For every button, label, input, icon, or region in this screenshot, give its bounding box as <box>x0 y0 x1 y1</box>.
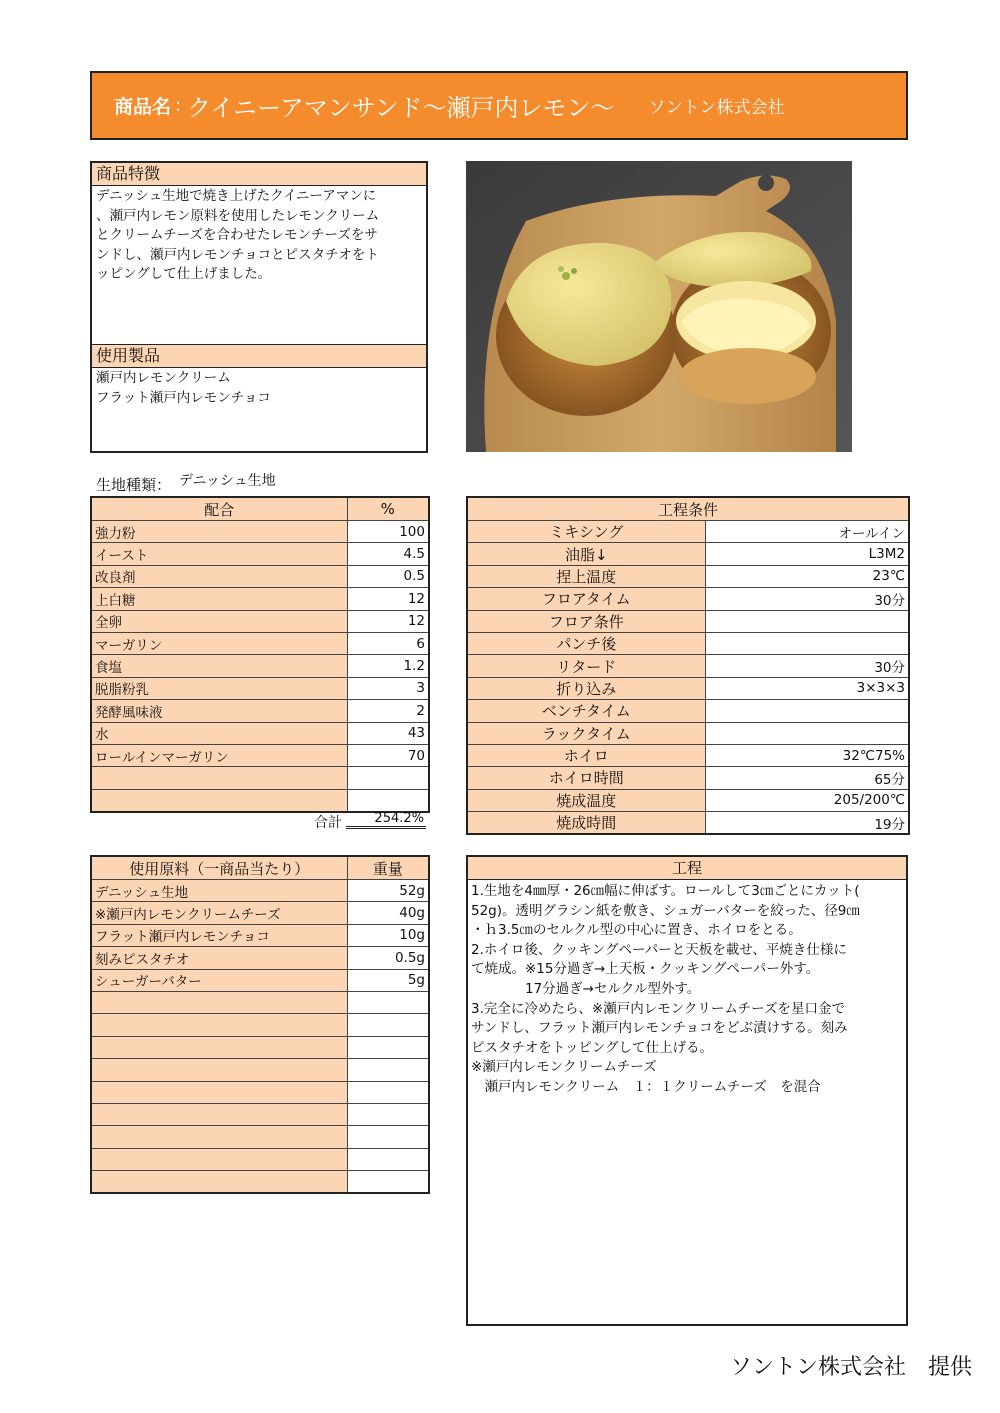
table-row <box>91 1148 429 1170</box>
material-weight: 0.5g <box>347 947 429 969</box>
ingredient-percent: 12 <box>347 610 429 632</box>
ingredient-name: 脱脂粉乳 <box>91 677 347 699</box>
material-name <box>91 1148 347 1170</box>
ingredient-name: 強力粉 <box>91 521 347 543</box>
process-conditions-table <box>466 496 910 835</box>
condition-value: 65分 <box>705 767 909 789</box>
steps-line: 2.ホイロ後、クッキングペーパーと天板を載せ、平焼き仕様に <box>471 941 847 958</box>
condition-value: 23℃ <box>705 565 909 587</box>
table-row <box>91 880 429 902</box>
formula-total <box>90 810 428 832</box>
material-name: デニッシュ生地 <box>91 880 347 902</box>
material-weight: 5g <box>347 969 429 991</box>
steps-box <box>466 855 908 1326</box>
ingredient-name: 発酵風味液 <box>91 700 347 722</box>
label-colon: : <box>175 95 182 116</box>
features-heading: 商品特徴 <box>92 163 426 186</box>
material-weight: 52g <box>347 880 429 902</box>
ingredient-name: 全卵 <box>91 610 347 632</box>
table-row <box>91 744 429 766</box>
materials-header-name: 使用原料（一商品当たり） <box>91 856 347 880</box>
ingredient-percent: 4.5 <box>347 543 429 565</box>
material-weight <box>347 1148 429 1170</box>
condition-value <box>705 632 909 654</box>
product-item: 瀬戸内レモンクリーム <box>96 370 231 386</box>
steps-line: ・ｈ3.5㎝のセルクル型の中心に置き、ホイロをとる。 <box>471 922 802 939</box>
condition-value: L3M2 <box>705 543 909 565</box>
table-row <box>91 1036 429 1058</box>
condition-name: フロアタイム <box>467 588 705 610</box>
table-row <box>91 722 429 744</box>
dough-type-label: 生地種類： <box>96 476 172 494</box>
condition-value: 3×3×3 <box>705 677 909 699</box>
features-body <box>92 186 426 345</box>
ingredient-percent: 6 <box>347 632 429 654</box>
table-row <box>467 744 909 766</box>
material-weight: 40g <box>347 902 429 924</box>
table-row <box>91 632 429 654</box>
ingredient-name: マーガリン <box>91 632 347 654</box>
table-row <box>91 924 429 946</box>
ingredient-name: 水 <box>91 722 347 744</box>
material-name: ※瀬戸内レモンクリームチーズ <box>91 902 347 924</box>
condition-name: 焼成温度 <box>467 789 705 811</box>
condition-value: オールイン <box>705 521 909 543</box>
product-photo <box>466 161 852 452</box>
condition-name: ミキシング <box>467 521 705 543</box>
ingredient-name: 改良剤 <box>91 565 347 587</box>
steps-line: て焼成。※15分過ぎ→上天板・クッキングペーパー外す。 <box>471 961 820 978</box>
maker-name: ソントン株式会社 <box>648 98 785 118</box>
steps-line: 17分過ぎ→セルクル型外す。 <box>471 980 701 997</box>
condition-name: 捏上温度 <box>467 565 705 587</box>
material-weight <box>347 1036 429 1058</box>
ingredient-percent: 100 <box>347 521 429 543</box>
condition-name: 焼成時間 <box>467 812 705 835</box>
table-row <box>91 767 429 789</box>
material-weight <box>347 1014 429 1036</box>
table-row <box>91 789 429 812</box>
total-value: 254.2% <box>346 811 426 829</box>
footer-credit: ソントン株式会社 提供 <box>729 1355 972 1380</box>
ingredient-percent <box>347 789 429 812</box>
material-weight <box>347 1171 429 1194</box>
ingredient-name <box>91 767 347 789</box>
formula-header-pct: % <box>347 497 429 521</box>
ingredient-percent: 12 <box>347 588 429 610</box>
condition-value <box>705 722 909 744</box>
steps-body <box>468 880 906 1100</box>
table-row <box>467 655 909 677</box>
products-heading: 使用製品 <box>92 345 426 368</box>
condition-value: 32℃75% <box>705 744 909 766</box>
table-row <box>467 812 909 835</box>
ingredient-percent: 0.5 <box>347 565 429 587</box>
condition-name: フロア条件 <box>467 610 705 632</box>
material-name: フラット瀬戸内レモンチョコ <box>91 924 347 946</box>
table-row <box>91 902 429 924</box>
condition-name: ラックタイム <box>467 722 705 744</box>
table-row <box>467 588 909 610</box>
total-label: 合計 <box>314 815 342 831</box>
materials-table <box>90 855 430 1194</box>
features-line: ッピングして仕上げました。 <box>96 266 272 282</box>
condition-name: ホイロ時間 <box>467 767 705 789</box>
dough-type <box>96 474 276 495</box>
table-row <box>467 521 909 543</box>
ingredient-name: イースト <box>91 543 347 565</box>
product-name-label: 商品名 <box>114 96 172 118</box>
feature-box <box>90 161 428 453</box>
steps-line: ピスタチオをトッピングして仕上げる。 <box>471 1039 714 1056</box>
table-row <box>467 632 909 654</box>
material-weight <box>347 991 429 1013</box>
ingredient-percent: 43 <box>347 722 429 744</box>
condition-value: 205/200℃ <box>705 789 909 811</box>
ingredient-percent: 2 <box>347 700 429 722</box>
table-row <box>467 610 909 632</box>
features-line: デニッシュ生地で焼き上げたクイニーアマンに <box>96 188 377 204</box>
steps-line: サンドし、フラット瀬戸内レモンチョコをどぶ漬けする。刻み <box>471 1020 848 1037</box>
process-conditions-heading: 工程条件 <box>467 497 909 521</box>
ingredient-name: 上白糖 <box>91 588 347 610</box>
condition-name: 折り込み <box>467 677 705 699</box>
table-row <box>91 1126 429 1148</box>
table-row <box>91 1103 429 1125</box>
table-row <box>91 677 429 699</box>
formula-header-name: 配合 <box>91 497 347 521</box>
material-weight <box>347 1081 429 1103</box>
table-row <box>467 700 909 722</box>
material-name <box>91 1171 347 1194</box>
table-row <box>91 947 429 969</box>
material-weight <box>347 1103 429 1125</box>
condition-value <box>705 610 909 632</box>
ingredient-percent: 3 <box>347 677 429 699</box>
table-row <box>467 677 909 699</box>
ingredient-name: 食塩 <box>91 655 347 677</box>
dough-type-value: デニッシュ生地 <box>179 473 276 489</box>
material-name <box>91 991 347 1013</box>
table-row <box>91 991 429 1013</box>
table-row <box>91 1014 429 1036</box>
material-name <box>91 1059 347 1081</box>
features-line: とクリームチーズを合わせたレモンチーズをサ <box>96 227 378 243</box>
table-row <box>467 543 909 565</box>
material-name: シューガーバター <box>91 969 347 991</box>
table-row <box>91 1081 429 1103</box>
formula-table <box>90 496 430 813</box>
table-row <box>91 1171 429 1194</box>
title-banner <box>90 71 908 140</box>
condition-name: 油脂↓ <box>467 543 705 565</box>
table-row <box>467 565 909 587</box>
table-row <box>91 565 429 587</box>
table-row <box>91 588 429 610</box>
table-row <box>91 521 429 543</box>
table-row <box>91 700 429 722</box>
material-weight <box>347 1126 429 1148</box>
steps-line: 3.完全に冷めたら、※瀬戸内レモンクリームチーズを星口金で <box>471 1000 845 1017</box>
table-row <box>91 1059 429 1081</box>
steps-heading: 工程 <box>468 857 906 880</box>
material-name <box>91 1081 347 1103</box>
products-body <box>92 368 426 409</box>
steps-line: 1.生地を4㎜厚・26㎝幅に伸ばす。ロールして3㎝ごとにカット( <box>471 883 860 899</box>
product-item: フラット瀬戸内レモンチョコ <box>96 389 271 406</box>
ingredient-percent: 1.2 <box>347 655 429 677</box>
features-line: 、瀬戸内レモン原料を使用したレモンクリーム <box>96 207 380 224</box>
features-line: ンドし、瀬戸内レモンチョコとピスタチオをト <box>96 246 379 263</box>
table-row <box>91 969 429 991</box>
condition-name: ホイロ <box>467 744 705 766</box>
condition-name: リタード <box>467 655 705 677</box>
product-name: クイニーアマンサンド〜瀬戸内レモン〜 <box>187 94 615 122</box>
material-name <box>91 1036 347 1058</box>
condition-value: 19分 <box>705 812 909 835</box>
ingredient-name <box>91 789 347 812</box>
ingredient-name: ロールインマーガリン <box>91 744 347 766</box>
condition-name: パンチ後 <box>467 632 705 654</box>
condition-value: 30分 <box>705 655 909 677</box>
ingredient-percent <box>347 767 429 789</box>
table-row <box>467 722 909 744</box>
material-name <box>91 1014 347 1036</box>
material-weight <box>347 1059 429 1081</box>
materials-header-weight: 重量 <box>347 856 429 880</box>
condition-name: ベンチタイム <box>467 700 705 722</box>
table-row <box>91 610 429 632</box>
steps-line: ※瀬戸内レモンクリームチーズ <box>471 1059 657 1076</box>
material-name: 刻みピスタチオ <box>91 947 347 969</box>
table-row <box>91 543 429 565</box>
steps-line: 52g)。透明グラシン紙を敷き、シュガーバターを絞った、径9㎝ <box>471 902 860 919</box>
table-row <box>91 655 429 677</box>
material-weight: 10g <box>347 924 429 946</box>
condition-value <box>705 700 909 722</box>
ingredient-percent: 70 <box>347 744 429 766</box>
condition-value: 30分 <box>705 588 909 610</box>
material-name <box>91 1126 347 1148</box>
table-row <box>467 789 909 811</box>
product-photo-illustration <box>466 161 852 452</box>
material-name <box>91 1103 347 1125</box>
table-row <box>467 767 909 789</box>
steps-line: 瀬戸内レモンクリーム １：１クリームチーズ を混合 <box>471 1078 821 1095</box>
